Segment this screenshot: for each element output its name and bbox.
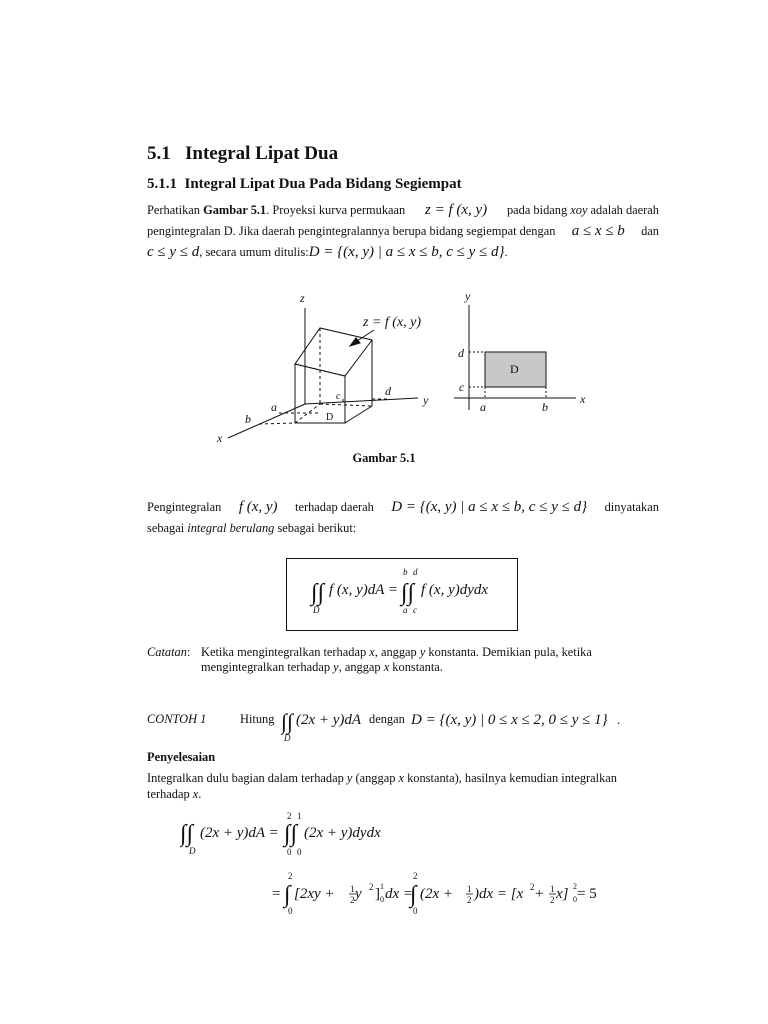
formula-svg <box>286 558 518 631</box>
upper-limit-2: d <box>413 567 418 577</box>
double-integral-lhs: ∫∫ <box>311 580 325 606</box>
text: Ketika mengintegralkan terhadap <box>201 645 370 659</box>
eq2-sup2b: 2 <box>530 882 535 892</box>
text: dan <box>641 224 659 238</box>
text: terhadap daerah <box>295 500 374 514</box>
text: konstanta), hasilnya kemudian integralkan <box>404 771 617 785</box>
example-hitung: Hitung <box>240 712 275 726</box>
figure-left-labels <box>216 291 429 445</box>
label-c-right: c <box>459 380 465 394</box>
eq2-equals: = <box>272 886 281 902</box>
example-label: CONTOH 1 <box>147 712 207 726</box>
section-number: 5.1 <box>147 143 171 164</box>
label-d: d <box>385 384 391 398</box>
note-label <box>147 645 190 660</box>
figure-right <box>454 305 576 410</box>
eq1-lower2: 0 <box>297 847 302 857</box>
text: (anggap <box>352 771 399 785</box>
eq1-rhs: (2x + y)dydx <box>304 825 381 841</box>
math-y-range: c ≤ y ≤ d <box>147 244 200 260</box>
label-a-right: a <box>480 400 486 414</box>
label-a: a <box>271 400 277 414</box>
text: pada bidang <box>506 203 571 217</box>
eq2-lim-lo: 0 <box>380 895 384 904</box>
eq2-half2-num: 1 <box>467 884 472 894</box>
text-italic: y <box>346 771 353 785</box>
text-italic: xoy <box>570 203 588 217</box>
text-italic: y <box>419 645 426 659</box>
text: mengintegralkan terhadap <box>201 660 334 674</box>
eq2-part1b: y <box>355 886 362 902</box>
double-integral-rhs: ∫∫ <box>401 580 415 606</box>
eq2-half2-den: 2 <box>467 895 472 905</box>
eq2-sup2: 2 <box>369 882 374 892</box>
eq1-double-integral-lhs: ∫∫ <box>180 821 194 847</box>
math-domain: D = {(x, y) | a ≤ x ≤ b, c ≤ y ≤ d} <box>391 499 588 515</box>
eq2-lim2-hi: 2 <box>573 882 577 891</box>
text: adalah daerah <box>587 203 659 217</box>
eq2-part2b: )dx = [x <box>474 886 524 902</box>
text: Perhatikan <box>147 203 204 217</box>
eq2-int1-lo: 0 <box>288 906 293 916</box>
eq1-lhs-sub: D <box>189 846 196 856</box>
text: terhadap <box>147 787 193 801</box>
surface-top <box>295 328 372 376</box>
lower-limit-1: a <box>403 605 408 615</box>
math-f: f (x, y) <box>238 499 278 515</box>
label-x-right: x <box>580 392 586 406</box>
text: dinyatakan <box>604 500 659 514</box>
eq1-upper1: 2 <box>287 811 292 821</box>
eq2-result: = 5 <box>577 886 597 902</box>
lower-limit-2: c <box>413 605 417 615</box>
eq1-upper2: 1 <box>297 811 302 821</box>
example-end: . <box>617 712 621 727</box>
text: Pengintegralan <box>147 500 222 514</box>
text: . <box>504 245 508 259</box>
label-y-right: y <box>465 289 471 303</box>
eq1-lhs: (2x + y)dA = <box>200 825 279 841</box>
solution-line-1 <box>147 770 667 786</box>
label-region: D <box>326 412 334 423</box>
label-x: x <box>217 431 223 445</box>
note-text <box>201 645 656 675</box>
text-italic: x <box>383 660 390 674</box>
label-z: z <box>300 291 305 305</box>
label-surface: z = f (x, y) <box>363 315 422 330</box>
text: sebagai berikut: <box>274 521 357 535</box>
para2-line-1 <box>147 497 659 518</box>
math-domain: D = {(x, y) | a ≤ x ≤ b, c ≤ y ≤ d} <box>308 244 505 260</box>
eq2-int2-up: 2 <box>413 871 418 881</box>
lhs-expr: f (x, y)dA = <box>329 582 398 598</box>
text: , secara umum ditulis: <box>199 245 309 259</box>
eq2-bracket: ] <box>375 886 380 902</box>
upper-limit-1: b <box>403 567 408 577</box>
text: . <box>198 787 202 801</box>
math-surface: z = f (x, y) <box>424 202 488 218</box>
eq1-double-integral-rhs: ∫∫ <box>284 821 298 847</box>
text: , anggap <box>338 660 384 674</box>
eq2-lim2-lo: 0 <box>573 895 577 904</box>
eq2-dx1: dx = <box>385 886 414 902</box>
solution-equations <box>180 808 630 918</box>
example-domain: D = {(x, y) | 0 ≤ x ≤ 2, 0 ≤ y ≤ 1} <box>411 712 608 728</box>
label-d-right: d <box>458 346 464 360</box>
eq2-lim-hi: 1 <box>380 882 384 891</box>
eq2-half3-den: 2 <box>550 895 555 905</box>
note-line-1 <box>201 645 656 660</box>
example-double-integral: ∫∫ <box>281 709 294 734</box>
subsection-number: 5.1.1 <box>147 176 177 192</box>
subsection-title: Integral Lipat Dua Pada Bidang Segiempat <box>184 176 462 192</box>
figure-ref: Gambar 5.1 <box>203 203 267 217</box>
example-sub: D <box>284 733 291 743</box>
label-y: y <box>423 393 429 407</box>
text-italic: x <box>192 787 199 801</box>
eq2-integral-1: ∫ <box>284 882 291 908</box>
example-dengan: dengan <box>369 712 405 726</box>
eq2-part2d: x] <box>556 886 569 902</box>
label-c: c <box>336 391 341 402</box>
rhs-expr: f (x, y)dydx <box>421 582 489 598</box>
label-b-right: b <box>542 400 548 414</box>
hidden-edges <box>259 328 387 424</box>
eq2-int1-up: 2 <box>288 871 293 881</box>
text: sebagai <box>147 521 188 535</box>
math-x-range: a ≤ x ≤ b <box>571 223 625 239</box>
text: Integralkan dulu bagian dalam terhadap <box>147 771 347 785</box>
surface-arrow-head <box>350 338 360 346</box>
solution-paragraph <box>147 770 667 802</box>
eq2-half1-den: 2 <box>350 895 355 905</box>
eq1-lower1: 0 <box>287 847 292 857</box>
solution-heading: Penyelesaian <box>147 750 216 764</box>
example-1 <box>147 704 667 744</box>
eq2-half1-num: 1 <box>350 884 355 894</box>
note-line-2 <box>201 660 656 675</box>
text: , anggap <box>374 645 420 659</box>
text: pengintegralan D. Jika daerah pengintegralannya berupa bidang segiempat dengan <box>147 224 556 238</box>
text: konstanta. <box>389 660 443 674</box>
text-italic: y <box>333 660 339 674</box>
example-integrand: (2x + y)dA <box>296 712 362 728</box>
integral-paragraph <box>147 497 659 538</box>
eq2-half3-num: 1 <box>550 884 555 894</box>
figure-caption: Gambar 5.1 <box>352 451 416 465</box>
axis-x-line <box>228 404 305 438</box>
label-b: b <box>245 412 251 426</box>
text-italic: x <box>369 645 375 659</box>
eq2-part1: [2xy + <box>294 886 335 902</box>
para2-line-2 <box>147 518 659 538</box>
eq2-part2: (2x + <box>420 886 454 902</box>
text-italic: integral berulang <box>187 521 275 535</box>
figure-5-1 <box>0 0 768 460</box>
section-title: Integral Lipat Dua <box>185 143 339 164</box>
eq2-integral-2: ∫ <box>410 882 417 908</box>
lhs-sub: D <box>313 605 320 615</box>
box-bottom-right <box>345 406 372 423</box>
eq2-int2-lo: 0 <box>413 906 418 916</box>
solution-line-2 <box>147 786 667 802</box>
label-region-right: D <box>510 362 519 376</box>
note-label-text: Catatan <box>147 645 187 659</box>
colon: : <box>186 645 191 659</box>
axis-y-line <box>305 398 418 404</box>
eq2-plus: + <box>535 886 544 902</box>
text-italic: x <box>398 771 404 785</box>
text: konstanta. Demikian pula, ketika <box>425 645 592 659</box>
example-math <box>281 704 671 744</box>
text: . Proyeksi kurva permukaan <box>266 203 406 217</box>
